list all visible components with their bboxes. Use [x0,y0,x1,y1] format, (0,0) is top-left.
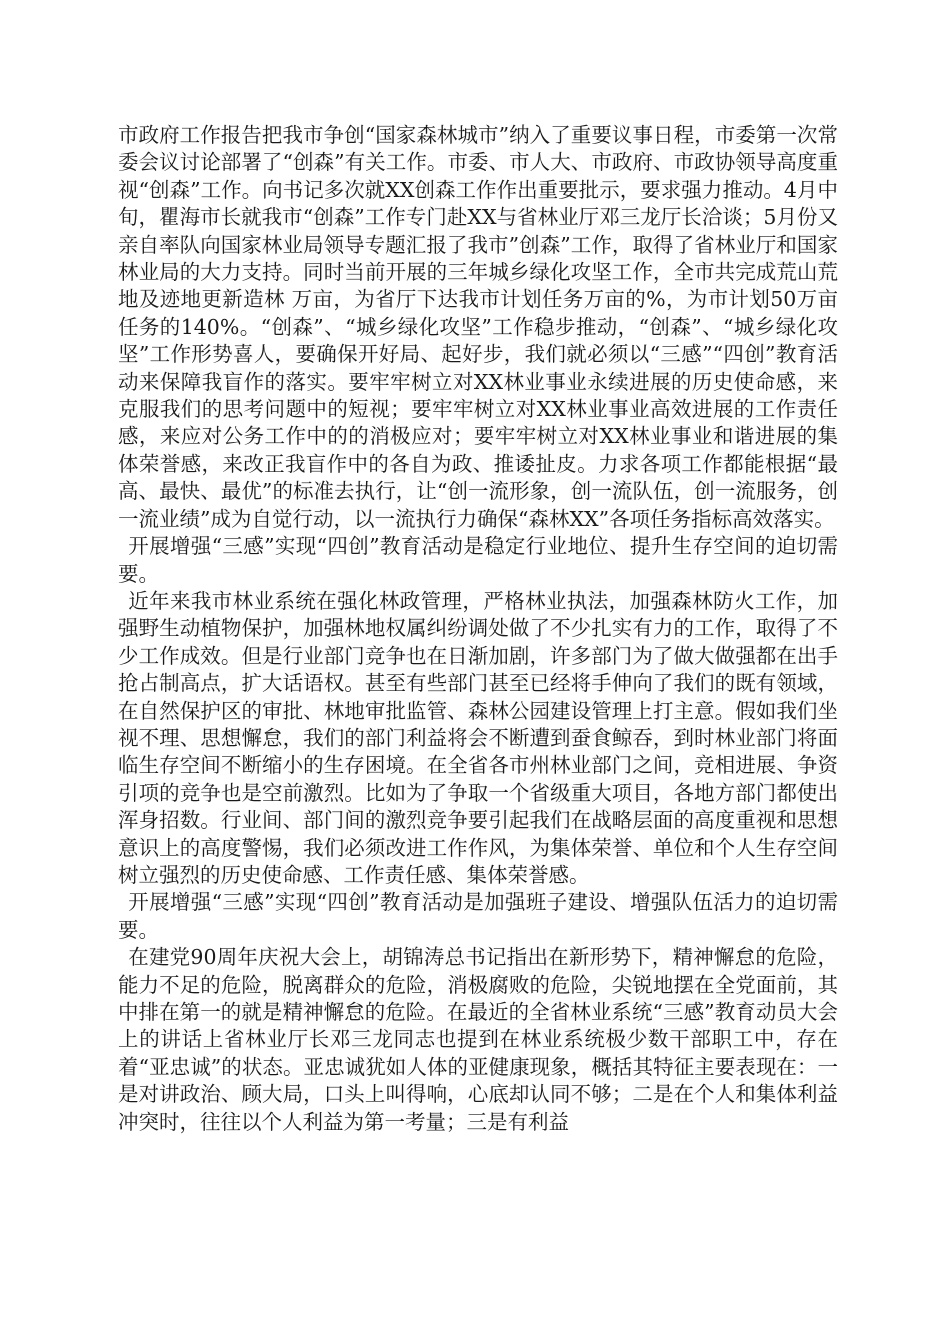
paragraph-1: 市政府工作报告把我市争创“国家森林城市”纳入了重要议事日程，市委第一次常委会议讨论部署了“创森”有关工作。市委、市人大、市政府、市政协领导高度重视“创森”工作。向书记多次就XX创森工作作出重要批示，要求强力推动。4月中旬，瞿海市长就我市“创森”工作专门赴XX与省林业厅邓三龙厅长洽谈；5月份又亲自率队向国家林业局领导专题汇报了我市”创森”工作，取得了省林业厅和国家林业局的大力支持。同时当前开展的三年城乡绿化攻坚工作，全市共完成荒山荒地及迹地更新造林 万亩，为省厅下达我市计划任务万亩的%，为市计划50万亩任务的140%。“创森”、“城乡绿化攻坚”工作稳步推动，“创森”、“城乡绿化攻坚”工作形势喜人，要确保开好局、起好步，我们就必须以“三感”“四创”教育活动来保障我盲作的落实。要牢牢树立对XX林业事业永续进展的历史使命感，来克服我们的思考问题中的短视；要牢牢树立对XX林业事业高效进展的工作责任感，来应对公务工作中的的消极应对；要牢牢树立对XX林业事业和谐进展的集体荣誉感，来改正我盲作中的各自为政、推诿扯皮。力求各项工作都能根据“最高、最快、最优”的标准去执行，让“创一流形象，创一流队伍，创一流服务，创一流业绩”成为自觉行动，以一流执行力确保“森林XX”各项任务指标高效落实。 [118,123,838,531]
paragraph-5: 在建党90周年庆祝大会上，胡锦涛总书记指出在新形势下，精神懈怠的危险，能力不足的危险，脱离群众的危险，消极腐败的危险，尖锐地摆在全党面前，其中排在第一的就是精神懈怠的危险。在最近的全省林业系统“三感”教育动员大会上的讲话上省林业厅长邓三龙同志也提到在林业系统极少数干部职工中，存在着“亚忠诚”的状态。亚忠诚犹如人体的亚健康现象，概括其特征主要表现在：一是对讲政治、顾大局，口头上叫得响，心底却认同不够；二是在个人和集体利益冲突时，往往以个人利益为第一考量；三是有利益 [118,945,838,1134]
body-text [118,122,838,1136]
paragraph-3: 近年来我市林业系统在强化林政管理，严格林业执法，加强森林防火工作，加强野生动植物保护，加强林地权属纠纷调处做了不少扎实有力的工作，取得了不少工作成效。但是行业部门竞争也在日渐加剧，许多部门为了做大做强都在出手抢占制高点，扩大话语权。甚至有些部门甚至已经将手伸向了我们的既有领域，在自然保护区的审批、林地审批监管、森林公园建设管理上打主意。假如我们坐视不理、思想懈怠，我们的部门利益将会不断遭到蚕食鲸吞，到时林业部门将面临生存空间不断缩小的生存困境。在全省各市州林业部门之间，竞相进展、争资引项的竞争也是空前激烈。比如为了争取一个省级重大项目，各地方部门都使出浑身招数。行业间、部门间的激烈竞争要引起我们在战略层面的高度重视和思想意识上的高度警惕，我们必须改进工作作风，为集体荣誉、单位和个人生存空间树立强烈的历史使命感、工作责任感、集体荣誉感。 [118,588,838,887]
paragraph-2: 开展增强“三感”实现“四创”教育活动是稳定行业地位、提升生存空间的迫切需要。 [118,534,838,586]
paragraph-4: 开展增强“三感”实现“四创”教育活动是加强班子建设、增强队伍活力的迫切需要。 [118,890,838,942]
